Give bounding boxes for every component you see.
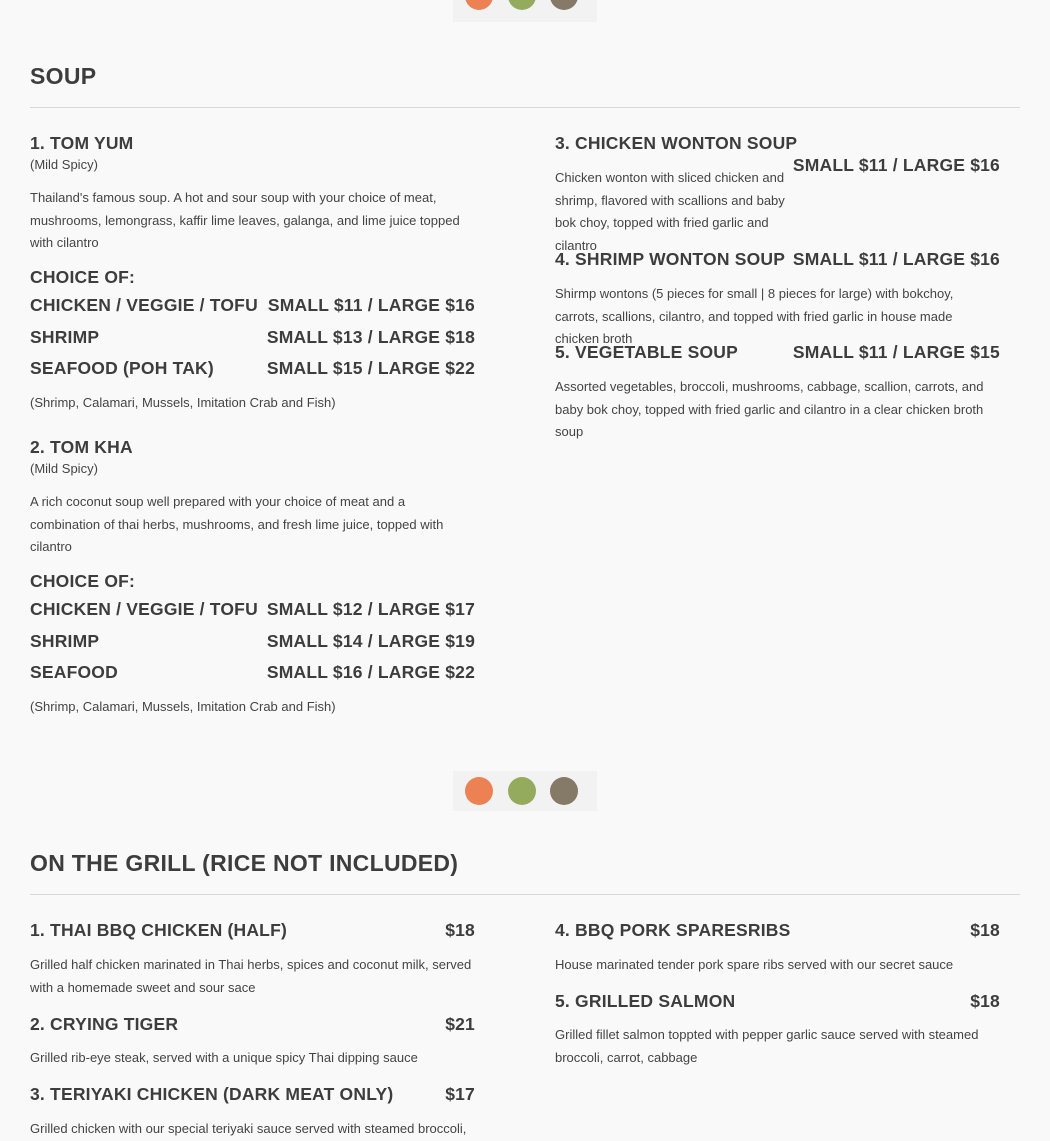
menu-item-grilled-salmon xyxy=(555,989,1000,1069)
item-header xyxy=(30,1012,475,1036)
option-row xyxy=(30,358,475,390)
item-header xyxy=(30,918,475,942)
seafood-note: (Shrimp, Calamari, Mussels, Imitation Crab and Fish) xyxy=(30,699,336,715)
item-description: Grilled half chicken marinated in Thai herbs, spices and coconut milk, served with a homemade sweet and sour sace xyxy=(30,957,472,995)
item-name: 1. TOM YUM xyxy=(30,133,134,153)
menu-item-bbq-pork-spareribs xyxy=(555,918,1000,977)
item-price: $18 xyxy=(970,920,1000,940)
option-price: SMALL $15 / LARGE $22 xyxy=(266,358,475,379)
brown-dot-icon xyxy=(550,777,578,805)
orange-dot-icon xyxy=(465,0,493,10)
item-name: 4. BBQ PORK SPARESRIBS xyxy=(555,920,791,940)
menu-item-thai-bbq-chicken xyxy=(30,918,475,999)
item-description: House marinated tender pork spare ribs served with our secret sauce xyxy=(555,957,954,972)
item-price: SMALL $11 / LARGE $16 xyxy=(792,155,1000,175)
item-description-text: Chicken wonton with sliced chicken and shrimp, flavored with scallions and baby bok choy, topped with fried garlic and cilantro xyxy=(555,170,785,254)
option-name: CHICKEN / VEGGIE / TOFU xyxy=(30,295,258,316)
menu-item-crying-tiger xyxy=(30,1012,475,1070)
item-price: $17 xyxy=(445,1084,475,1104)
item-name: 3. TERIYAKI CHICKEN (DARK MEAT ONLY) xyxy=(30,1084,394,1104)
item-name: 5. GRILLED SALMON xyxy=(555,991,736,1011)
option-row xyxy=(30,599,475,631)
section-rule xyxy=(30,107,1020,108)
item-price: SMALL $11 / LARGE $15 xyxy=(792,342,1000,362)
item-price: $21 xyxy=(445,1014,475,1034)
section-title-soup: SOUP xyxy=(30,63,97,89)
item-description: Thailand's famous soup. A hot and sour soup with your choice of meat, mushrooms, lemongrass, kaffir lime leaves, galanga, and lime juice topped with cilantro xyxy=(30,190,460,251)
item-price: SMALL $11 / LARGE $16 xyxy=(792,249,1000,269)
menu-item-teriyaki-chicken xyxy=(30,1082,475,1141)
item-description xyxy=(555,167,790,258)
item-name: 2. CRYING TIGER xyxy=(30,1014,179,1034)
option-price: SMALL $16 / LARGE $22 xyxy=(266,662,475,683)
menu-item-vegetable-soup xyxy=(555,340,1000,444)
spice-note: (Mild Spicy) xyxy=(30,461,98,476)
item-description: A rich coconut soup well prepared with your choice of meat and a combination of thai herbs, mushrooms, and fresh lime juice, topped with cilantro xyxy=(30,494,444,555)
choice-label: CHOICE OF: xyxy=(30,571,136,592)
item-description: Assorted vegetables, broccoli, mushrooms, cabbage, scallion, carrots, and baby bok choy, topped with fried garlic and cilantro in a clear chicken broth soup xyxy=(555,379,984,440)
item-price: $18 xyxy=(970,991,1000,1011)
option-row xyxy=(30,662,475,694)
item-name: 2. TOM KHA xyxy=(30,437,133,457)
item-name: 3. CHICKEN WONTON SOUP xyxy=(555,133,798,153)
option-name: SEAFOOD xyxy=(30,662,118,683)
choice-label: CHOICE OF: xyxy=(30,267,136,288)
brown-dot-icon xyxy=(550,0,578,10)
green-dot-icon xyxy=(508,0,536,10)
green-dot-icon xyxy=(508,777,536,805)
menu-item-chicken-wonton-soup xyxy=(555,131,1000,258)
item-description: Grilled chicken with our special teriyaki sauce served with steamed broccoli, xyxy=(30,1121,467,1136)
item-price: $18 xyxy=(445,920,475,940)
item-description: Grilled fillet salmon toppted with pepper garlic sauce served with steamed broccoli, carrot, cabbage xyxy=(555,1027,979,1065)
option-price: SMALL $12 / LARGE $17 xyxy=(266,599,475,620)
menu-item-shrimp-wonton-soup xyxy=(555,247,1000,351)
item-name: 4. SHRIMP WONTON SOUP xyxy=(555,249,786,269)
option-row xyxy=(30,295,475,327)
item-header xyxy=(555,247,1000,271)
section-rule xyxy=(30,894,1020,895)
option-price: SMALL $13 / LARGE $18 xyxy=(266,326,475,347)
option-name: SHRIMP xyxy=(30,326,100,347)
option-price: SMALL $11 / LARGE $16 xyxy=(267,295,475,316)
item-description: Shirmp wontons (5 pieces for small | 8 pieces for large) with bokchoy, carrots, scallions, cilantro, and topped with fried garlic in house made chicken broth xyxy=(555,286,954,347)
item-name: 5. VEGETABLE SOUP xyxy=(555,342,738,362)
option-row xyxy=(30,327,475,359)
option-row xyxy=(30,631,475,663)
item-header xyxy=(555,918,1000,942)
option-price: SMALL $14 / LARGE $19 xyxy=(266,630,475,651)
item-name: 1. THAI BBQ CHICKEN (HALF) xyxy=(30,920,287,940)
orange-dot-icon xyxy=(465,777,493,805)
spice-note: (Mild Spicy) xyxy=(30,157,98,172)
option-name: SHRIMP xyxy=(30,630,100,651)
section-title-grill: ON THE GRILL (RICE NOT INCLUDED) xyxy=(30,850,459,876)
item-header xyxy=(30,1082,475,1106)
seafood-note: (Shrimp, Calamari, Mussels, Imitation Crab and Fish) xyxy=(30,395,336,411)
item-header xyxy=(555,989,1000,1013)
item-header xyxy=(555,340,1000,364)
section-divider xyxy=(453,0,597,22)
section-divider xyxy=(453,771,597,811)
menu-item-tom-kha xyxy=(30,435,475,716)
menu-item-tom-yum xyxy=(30,131,475,412)
item-description: Grilled rib-eye steak, served with a unique spicy Thai dipping sauce xyxy=(30,1050,418,1065)
option-name: SEAFOOD (POH TAK) xyxy=(30,358,214,379)
option-name: CHICKEN / VEGGIE / TOFU xyxy=(30,599,258,620)
